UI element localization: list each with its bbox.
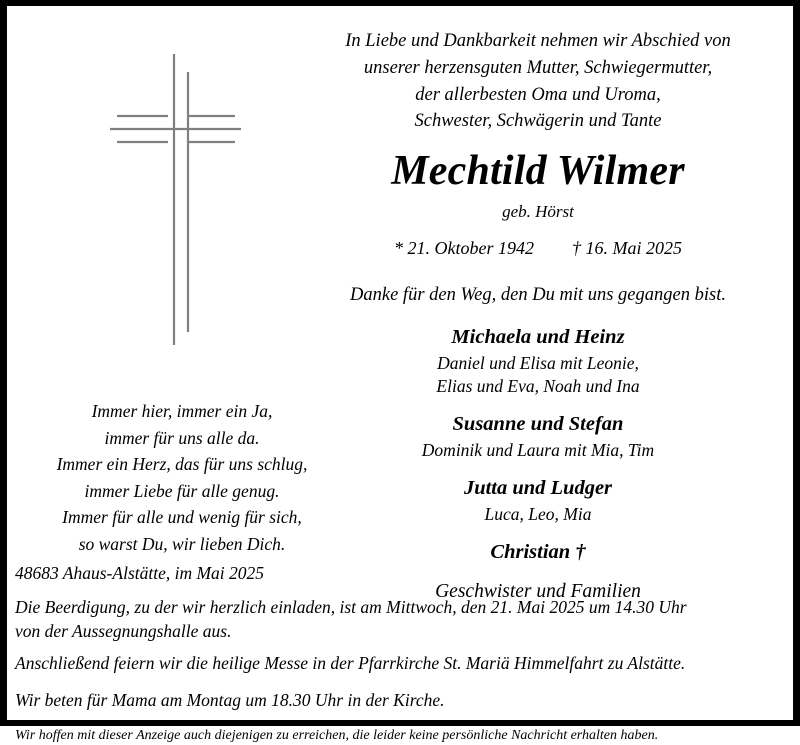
place-and-date: 48683 Ahaus-Alstätte, im Mai 2025 [15,563,265,583]
intro-text [303,28,773,135]
family-head: Michaela und Heinz [451,326,625,349]
intro-line: In Liebe und Dankbarkeit nehmen wir Abschied von [345,31,731,51]
family-group [303,411,773,462]
poem-line: Immer hier, immer ein Ja, [91,401,273,421]
intro-line: der allerbesten Oma und Uroma, [415,84,661,105]
life-dates [303,238,773,259]
arrangements-line: von der Aussegnungshalle aus. [15,620,232,641]
intro-line: Schwester, Schwägerin und Tante [414,111,662,132]
footnote-line: Wir hoffen mit dieser Anzeige auch diejenigen zu erreichen, die leider keine persönliche Nachricht erhalten haben. [15,727,659,743]
main-text-column [303,28,773,603]
poem-line: Immer ein Herz, das für uns schlug, [56,454,308,475]
family-spacer [303,400,773,411]
family-spacer [303,464,773,475]
family-head: Susanne und Stefan [452,413,624,436]
intro-line: unserer herzensguten Mutter, Schwiegermutter, [363,57,713,78]
poem-line: so warst Du, wir lieben Dich. [78,533,286,554]
family-spacer [303,528,773,539]
family-head: Jutta und Ludger [463,476,613,499]
mass-line: Anschließend feiern wir die heilige Messe in der Pfarrkirche St. Mariä Himmelfahrt zu Alstätte. [15,653,686,674]
funeral-details [15,562,785,745]
poem-line: Immer für alle und wenig für sich, [62,507,302,528]
family-member-line: Daniel und Elisa mit Leonie, [437,353,639,374]
prayer-line: Wir beten für Mama am Montag um 18.30 Uhr in der Kirche. [15,690,445,711]
christian-cross-icon [95,36,255,356]
closing-family-line: Geschwister und Familien [435,581,641,603]
poem-line: immer Liebe für alle genug. [84,480,280,501]
family-member-line: Dominik und Laura mit Mia, Tim [421,439,655,460]
family-member-line: Elias und Eva, Noah und Ina [436,376,640,397]
arrangements-line: Die Beerdigung, zu der wir herzlich einladen, ist am Mittwoch, den 21. Mai 2025 um 14.30 Uhr [15,596,687,617]
family-member-line: Luca, Leo, Mia [484,503,592,524]
family-list [303,324,773,566]
cross-illustration [95,36,255,356]
memorial-poem [17,398,347,558]
birth-date: * 21. Oktober 1942 [394,238,534,259]
death-date: † 16. Mai 2025 [571,238,682,259]
family-head: Christian † [490,540,586,563]
funeral-arrangements [15,596,785,644]
maiden-name: geb. Hörst [502,202,574,222]
poem-line: immer für uns alle da. [104,427,260,448]
deceased-name: Mechtild Wilmer [391,148,685,195]
family-group [303,324,773,398]
family-group [303,475,773,526]
notice-sheet [7,6,793,743]
thanks-line: Danke für den Weg, den Du mit uns gegangen bist. [350,285,726,306]
